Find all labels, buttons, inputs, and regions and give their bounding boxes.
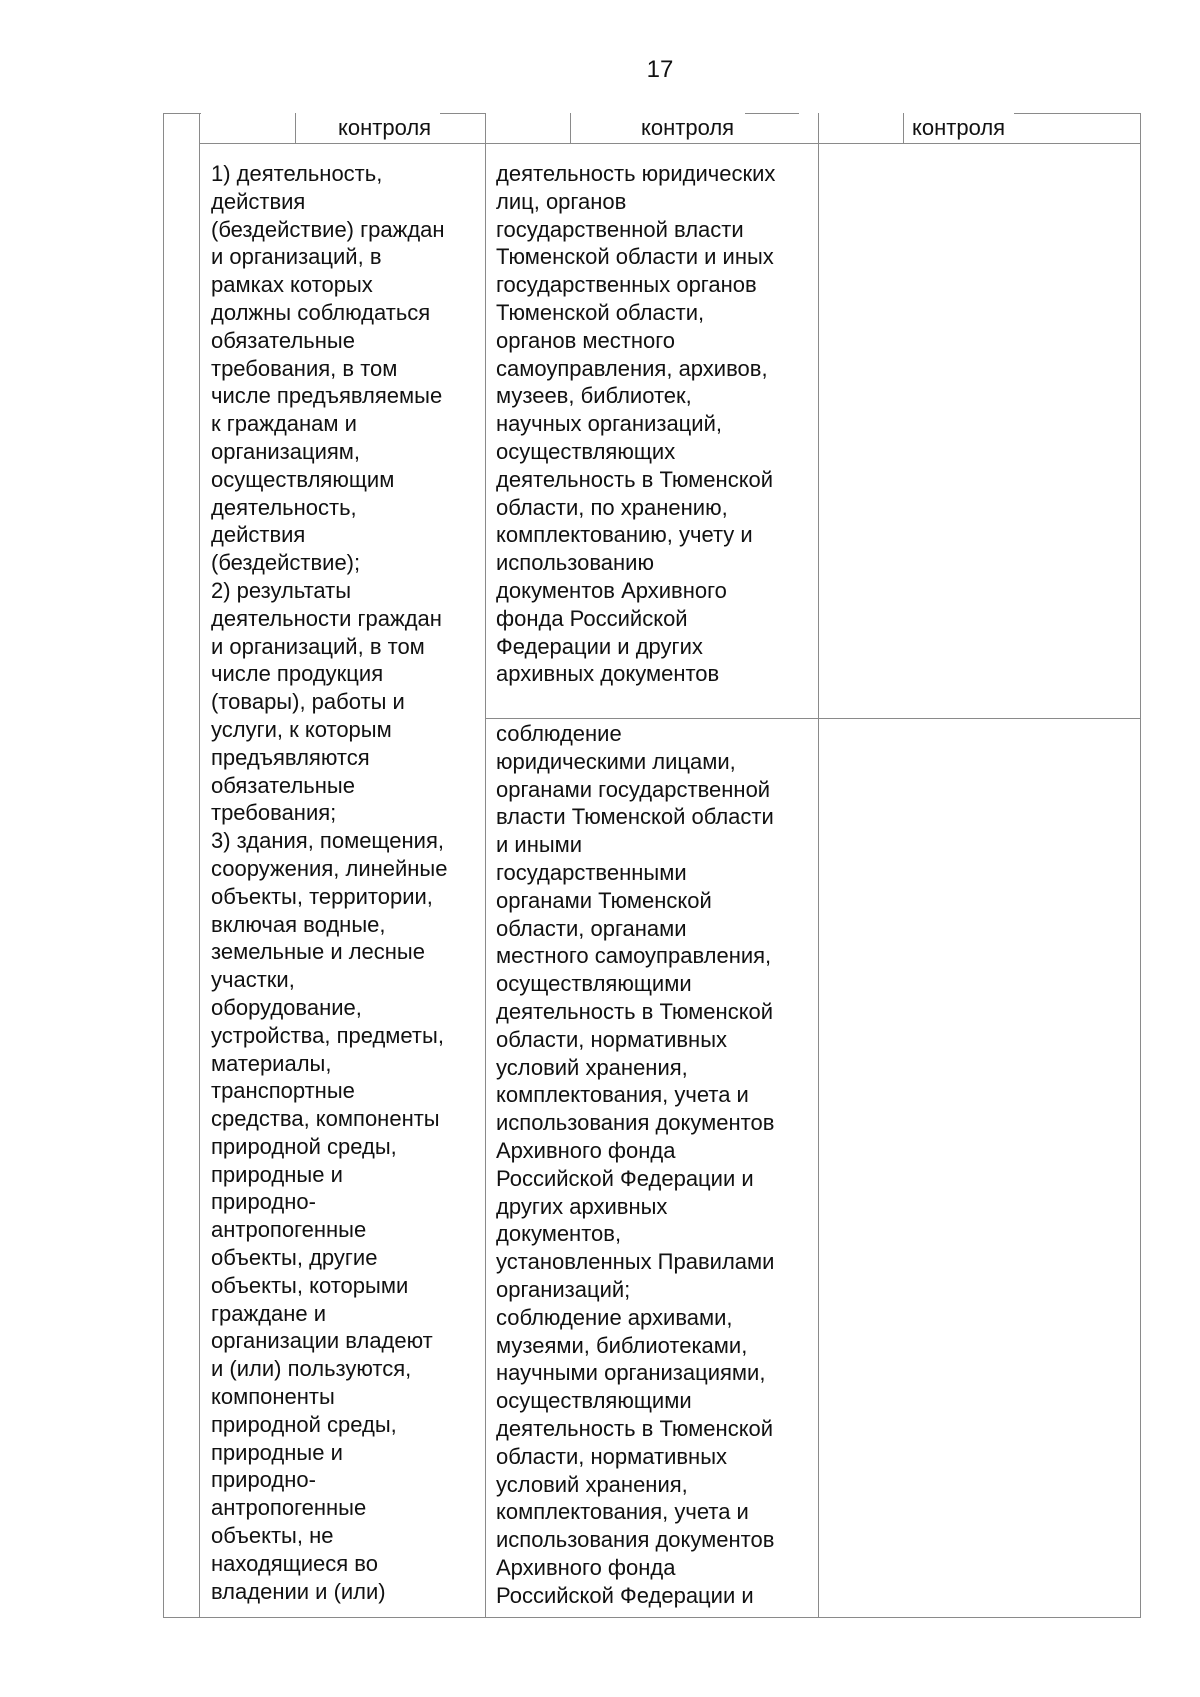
control-subject-cell: соблюдение юридическими лицами, органами государственной власти Тюменской области и иными государственными органами Тюменской области, органами местного самоуправления, осуществляющими деятельность в Тюменской области, нормативных условий хранения, комплектования, учета и использования документов Архивного фонда Российской Федерации и других архивных документов, установленных Правилами организаций; соблюдение архивами, музеями, библиотеками, научными организациями, осуществляющими деятельность в Тюменской области, нормативных условий хранения, комплектования, учета и использования документов Архивного фонда Российской Федерации и — [496, 721, 775, 1608]
page-number: 17 — [646, 56, 674, 83]
column-divider — [818, 113, 819, 1618]
header-cell-label: контроля — [338, 115, 432, 140]
column-divider — [485, 113, 486, 1618]
header-subdivider — [903, 113, 904, 143]
header-cell-label: контроля — [641, 115, 735, 140]
column-divider — [199, 113, 200, 1618]
table-top-border — [163, 113, 201, 114]
header-subdivider — [295, 113, 296, 143]
table-top-border — [1014, 113, 1140, 114]
control-objects-cell: 1) деятельность, действия (бездействие) граждан и организаций, в рамках которых должны соблюдаться обязательные требования, в том числе предъявляемые к гражданам и организациям, осуществляющим деятельность, действия (бездействие); 2) результаты деятельности граждан и организаций, в том числе продукция (товары), работы и услуги, к которым предъявляются обязательные требования; 3) здания, помещения, сооружения, линейные объекты, территории, включая водные, земельные и лесные участки, оборудование, устройства, предметы, материалы, транспортные средства, компоненты природной среды, природные и природно- антропогенные объекты, другие объекты, которыми граждане и организации владеют и (или) пользуются, компоненты природной среды, природные и природно- антропогенные объекты, не находящиеся во владении и (или) — [211, 161, 448, 1604]
table-top-border — [440, 113, 485, 114]
table-bottom-border — [163, 1617, 1140, 1618]
header-subdivider — [570, 113, 571, 143]
header-bottom-border — [199, 143, 1140, 144]
control-subject-cell: деятельность юридических лиц, органов государственной власти Тюменской области и иных государственных органов Тюменской области, органов местного самоуправления, архивов, музеев, библиотек, научных организаций, осуществляющих деятельность в Тюменской области, по хранению, комплектованию, учету и использованию документов Архивного фонда Российской Федерации и других архивных документов — [496, 161, 776, 687]
row-divider — [485, 718, 1140, 719]
table-right-border — [1140, 113, 1141, 1618]
header-cell-label: контроля — [912, 115, 1006, 140]
table-top-border — [745, 113, 799, 114]
table-left-border — [163, 113, 164, 1618]
